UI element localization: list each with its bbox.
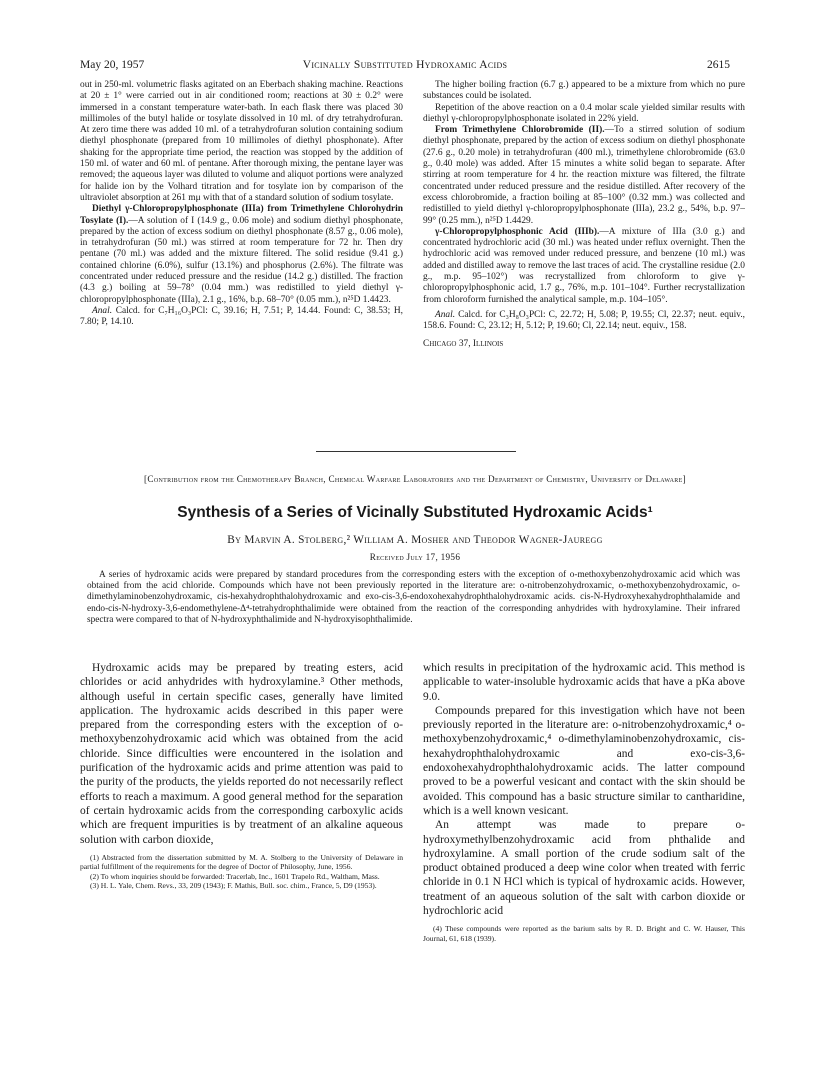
article-title: Synthesis of a Series of Vicinally Substituted Hydroxamic Acids¹	[177, 504, 653, 521]
paragraph-body: Calcd. for C₃H₈O₃PCl: C, 22.72; H, 5.08; P, 19.55; Cl, 22.37; neut. equiv., 158.6. Found: C, 23.12; H, 5.12; P, 19.60; Cl, 22.14; neut. equiv., 158.	[423, 309, 746, 332]
body-paragraph: which results in precipitation of the hydroxamic acid. This method is applicable to water-insoluble hydroxamic acids that have a pKa above 9.0.	[423, 662, 745, 703]
paragraph-body: —A solution of I (14.9 g., 0.06 mole) and sodium diethyl phosphonate, prepared by the action of excess sodium on diethyl phosphonate (8.57 g., 0.06 mole), in tetrahydrofuran (50 ml.) was stirred at room temperature for 72 hr. Then dry pentane (70 ml.) was added and the mixture filtered. The solid residue (9.41 g.) contained chlorine (6.0%), sulfur (13.1%) and phosphorus (2.6%). The filtrate was concentrated under reduced pressure and the residue (14.2 g.) distilled. The fraction (4.3 g.) boiling at 59–78° (0.04 mm.) was redistilled to yield diethyl γ-chloropropylphosphonate (IIIa), 2.1 g., 16%, b.p. 68–70° (0.05 mm.), n²⁵D 1.4423.	[80, 215, 403, 305]
paragraph-body: Calcd. for C₇H₁₆O₃PCl: C, 39.16; H, 7.51; P, 14.44. Found: C, 38.53; H, 7.80; P, 14.10.	[80, 305, 403, 328]
experimental-paragraph	[80, 204, 403, 306]
experimental-paragraph: Repetition of the above reaction on a 0.4 molar scale yielded similar results with diethyl γ-chloropropylphosphonate isolated in 22% yield.	[423, 102, 745, 124]
contribution-line: [Contribution from the Chemotherapy Branch, Chemical Warfare Laboratories and the Department of Chemistry, University of Delaware]	[144, 474, 686, 484]
analysis-paragraph	[423, 310, 745, 333]
body-left-column	[80, 661, 403, 890]
author-location: Chicago 37, Illinois	[423, 338, 504, 349]
running-head	[80, 58, 730, 72]
experimental-paragraph	[423, 125, 745, 227]
abstract: A series of hydroxamic acids were prepared by standard procedures from the corresponding esters with the exception of o-methoxybenzohydroxamic acid which was obtained from the acid chloride. Compounds which have not been previously reported in the literature are: o-nitrobenzohydroxamic, o-methoxybenzohydroxamic, o-dimethylaminobenzohydroxamic, cis-hexahydrophthalohydroxamic and exo-cis-3,6-endoxohexahydrophthalohydroxamic acids. cis-N-Hydroxyhexahydrophthalamide and endo-cis-N-hydroxy-3,6-endomethylene-Δ⁴-tetrahydrophthalimide were obtained from the reaction of the corresponding anhydrides with hydroxylamine. Their infrared spectra were compared to that of N-hydroxyphthalimide and N-hydroxyisophthalimide.	[87, 570, 740, 625]
body-paragraph: Compounds prepared for this investigation which have not been previously reported in the literature are: o-nitrobenzohydroxamic,⁴ o-methoxybenzohydroxamic,⁴ o-dimethylaminobenzohydroxamic, cis-hexahydrophthalohydroxamic and exo-cis-3,6-endoxohexahydrophthalohydroxamic acids. The latter compound proved to be a powerful vesicant and contact with the skin should be avoided. This compound has a basic structure similar to cantharidine, which is a well known vesicant.	[423, 704, 745, 817]
article-authors: By Marvin A. Stolberg,² William A. Mosher and Theodor Wagner-Jauregg	[227, 534, 603, 546]
footnote: (2) To whom inquiries should be forwarded: Tracerlab, Inc., 1601 Trapelo Rd., Waltham, Mass.	[90, 871, 380, 881]
footnote: (3) H. L. Yale, Chem. Revs., 33, 209 (1943); F. Mathis, Bull. soc. chim., France, 5, D9 (1953).	[90, 881, 377, 891]
anal-label: Anal.	[435, 309, 456, 320]
top-right-column	[423, 80, 745, 350]
body-right-column	[423, 661, 745, 943]
issue-date: May 20, 1957	[80, 59, 145, 71]
top-left-column	[80, 80, 403, 329]
section-heading: From Trimethylene Chlorobromide (II).	[435, 125, 605, 136]
section-heading: Diethyl γ-Chloropropylphosphonate (IIIa) from Trimethylene Chlorohydrin Tosylate (I).	[80, 204, 403, 226]
experimental-paragraph	[423, 227, 745, 306]
page-number: 2615	[707, 59, 730, 71]
section-heading: γ-Chloropropylphosphonic Acid (IIIb).	[435, 226, 600, 237]
experimental-paragraph: out in 250-ml. volumetric flasks agitated on an Eberbach shaking machine. Reactions at 20 ± 1° were carried out in air conditioned room; reactions at 30 ± 0.2° were immersed in a constant temperature water-bath. In each flask there was placed 30 millimoles of the butyl halide or tosylate dissolved in 10 ml. of dry tetrahydrofuran. At zero time there was added 10 ml. of a tetrahydrofuran solution containing sodium diethyl phosphonate (prepared from 10 millimoles of diethyl phosphonate). After shaking for the appropriate time period, the reaction was stopped by the addition of 150 ml. of water and 60 ml. of pentane. After thorough mixing, the pentane layer was removed; the aqueous layer was diluted to volume and aliquot portions were analyzed for halide ion by the Volhard titration and for tosylate ion by comparison of the ultraviolet absorption at 261 mμ with that of a standard solution of sodium tosylate.	[80, 80, 403, 203]
paragraph-body: —To a stirred solution of sodium diethyl phosphonate, prepared by the action of excess sodium on diethyl phosphonate (27.6 g., 0.20 mole) in tetrahydrofuran (400 ml.), trimethylene chlorobromide (63.0 g., 0.40 mole) was added. After 15 minutes a white solid began to separate. After stirring at room temperature for 4 hr. the reaction mixture was filtered, the filtrate concentrated under reduced pressure and the residue distilled. After recovery of the excess chlorobromide, a fraction boiling at 85–100° (0.32 mm.) was collected and redistilled to yield diethyl γ-chloropropylphosphonate (IIIa), 23.2 g., 54%, b.p. 97–99° (0.25 mm.), n²⁵D 1.4429.	[423, 125, 745, 226]
received-date: Received July 17, 1956	[369, 552, 461, 562]
running-title: Vicinally Substituted Hydroxamic Acids	[302, 59, 508, 71]
footnote: (1) Abstracted from the dissertation submitted by M. A. Stolberg to the University of Delaware in partial fulfillment of the requirements for the degree of Doctor of Philosophy, June, 1956.	[80, 852, 403, 872]
footnote: (4) These compounds were reported as the barium salts by R. D. Bright and C. W. Hauser, This Journal, 61, 618 (1939).	[423, 924, 745, 943]
section-divider	[316, 451, 516, 452]
experimental-paragraph: The higher boiling fraction (6.7 g.) appeared to be a mixture from which no pure substances could be isolated.	[423, 80, 745, 102]
analysis-paragraph	[80, 306, 403, 329]
body-paragraph: Hydroxamic acids may be prepared by treating esters, acid chlorides or acid anhydrides with hydroxylamine.³ Other methods, although useful in certain specific cases, generally have limited application. The hydroxamic acids described in this paper were prepared from the corresponding esters with the exception of o-methoxybenzohydroxamic acid which was obtained from the acid chloride. Since difficulties were encountered in the isolation and purification of the hydroxamic acids and prime attention was paid to the purity of the products, the yields reported do not necessarily reflect efforts to reach a maximum. A good general method for the separation of certain hydroxamic acids from the corresponding carboxylic acids which are frequent impurities is by treatment of an alkaline aqueous solution with carbon dioxide,	[80, 662, 403, 846]
paragraph-body: —A mixture of IIIa (3.0 g.) and concentrated hydrochloric acid (30 ml.) was heated under reflux overnight. Then the hydrochloric acid was removed under reduced pressure, and benzene (10 ml.) was added and distilled away to remove the last traces of acid. The crystalline residue (2.0 g., m.p. 95–102°) was recrystallized from chloroform to give γ-chloropropylphosphonic acid, 1.7 g., 76%, m.p. 101–104°. Further recrystallization from chloroform furnished the analytical sample, m.p. 104–105°.	[423, 226, 745, 305]
body-paragraph: An attempt was made to prepare o-hydroxymethylbenzohydroxamic acid from phthalide and hydroxylamine. A small portion of the crude sodium salt of the product obtained produced a deep wine color when treated with ferric chloride in 0.1 N HCl which is typical of hydroxamic acids. However, treatment of an aqueous solution of the salt with carbon dioxide or hydrochloric acid	[423, 819, 745, 918]
anal-label: Anal.	[92, 305, 113, 316]
